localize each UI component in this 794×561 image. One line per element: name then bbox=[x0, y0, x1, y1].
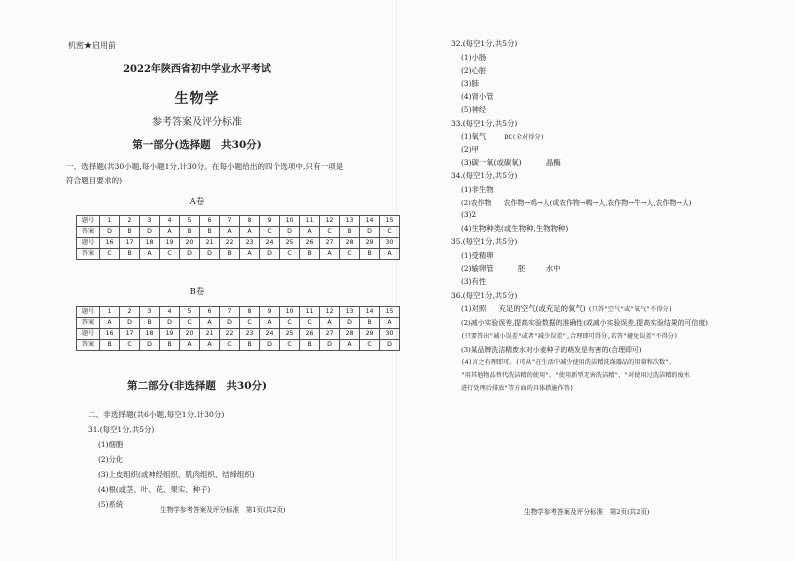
table-cell: 21 bbox=[200, 238, 220, 249]
table-cell: 25 bbox=[280, 238, 300, 249]
table-cell: 23 bbox=[240, 238, 260, 249]
confidential-mark: 机密★启用前 bbox=[68, 41, 116, 50]
table-cell: A bbox=[260, 318, 280, 329]
table-cell: 16 bbox=[100, 238, 120, 249]
table-cell: 6 bbox=[200, 216, 220, 227]
table-cell: 27 bbox=[320, 329, 340, 340]
table-cell: 12 bbox=[320, 307, 340, 318]
row-label: 题号 bbox=[77, 216, 100, 227]
table-cell: D bbox=[320, 340, 340, 351]
table-cell: 20 bbox=[180, 238, 200, 249]
table-cell: 17 bbox=[120, 238, 140, 249]
table-cell: 21 bbox=[200, 329, 220, 340]
table-cell: B bbox=[120, 227, 140, 238]
table-cell: 5 bbox=[180, 216, 200, 227]
list-item: (3)上皮组织(或神经组织、肌肉组织、结缔组织) bbox=[98, 470, 255, 479]
table-row bbox=[77, 249, 400, 260]
table-cell: B bbox=[240, 340, 260, 351]
table-cell: A bbox=[160, 227, 180, 238]
table-cell: 10 bbox=[280, 307, 300, 318]
table-cell: 22 bbox=[220, 329, 240, 340]
table-row bbox=[77, 318, 400, 329]
table-cell: C bbox=[280, 318, 300, 329]
table-cell: 4 bbox=[160, 307, 180, 318]
instruction bbox=[66, 160, 386, 188]
q35-item1: (1)受精卵 bbox=[461, 251, 494, 260]
table-cell: D bbox=[380, 340, 400, 351]
table-cell: 28 bbox=[340, 238, 360, 249]
q36-item2-note: (只要答出"减小误差"或者"减少误差",合理即可得分,若答"避免误差"不得分) bbox=[461, 333, 678, 340]
part1-title: 第一部分(选择题 共30分) bbox=[132, 139, 262, 151]
table-cell: 20 bbox=[180, 329, 200, 340]
volume-a-label: A卷 bbox=[189, 197, 205, 207]
q36-item1-note: (只答"空气"或"氧气"不得分) bbox=[588, 306, 673, 313]
table-cell: C bbox=[260, 227, 280, 238]
q35-header: 35.(每空1分,共5分) bbox=[451, 237, 518, 246]
table-cell: D bbox=[200, 249, 220, 260]
table-row bbox=[77, 329, 400, 340]
list-item: (1)细胞 bbox=[98, 440, 124, 449]
q34-item2-chain: 农作物→鸡→人(或农作物→鸭→人,农作物→牛→人,农作物→人) bbox=[503, 199, 692, 207]
q34-item1: (1)非生物 bbox=[461, 185, 494, 194]
table-cell: A bbox=[380, 249, 400, 260]
list-item: (3)肺 bbox=[461, 79, 479, 88]
table-cell: 13 bbox=[340, 307, 360, 318]
table-cell: 12 bbox=[320, 216, 340, 227]
table-cell: B bbox=[300, 340, 320, 351]
table-cell: C bbox=[280, 340, 300, 351]
table-row bbox=[77, 238, 400, 249]
q36-header: 36.(每空1分,共5分) bbox=[451, 291, 518, 300]
table-row bbox=[77, 340, 400, 351]
table-cell: 25 bbox=[280, 329, 300, 340]
table-cell: A bbox=[320, 318, 340, 329]
table-cell: 26 bbox=[300, 238, 320, 249]
standard-title: 参考答案及评分标准 bbox=[152, 117, 242, 128]
table-cell: D bbox=[220, 318, 240, 329]
table-cell: D bbox=[260, 249, 280, 260]
answer-table-a bbox=[76, 215, 400, 260]
row-label: 题号 bbox=[77, 238, 100, 249]
row-label: 答案 bbox=[77, 340, 100, 351]
table-cell: A bbox=[340, 340, 360, 351]
table-row bbox=[77, 227, 400, 238]
table-cell: A bbox=[380, 318, 400, 329]
q35-item2-answer: (2)输卵管 bbox=[461, 264, 494, 273]
volume-b-label: B卷 bbox=[189, 287, 205, 297]
q31-answers bbox=[98, 437, 255, 512]
table-cell: 3 bbox=[140, 307, 160, 318]
row-label: 题号 bbox=[77, 307, 100, 318]
table-cell: 17 bbox=[120, 329, 140, 340]
row-label: 答案 bbox=[77, 227, 100, 238]
q36-item3: (3)某品牌洗洁精废水对小麦种子的萌发是有害的(合理即可) bbox=[461, 346, 642, 354]
table-cell: 9 bbox=[260, 216, 280, 227]
table-cell: A bbox=[100, 318, 120, 329]
answer-table-b bbox=[76, 306, 400, 351]
table-cell: C bbox=[380, 227, 400, 238]
table-cell: A bbox=[200, 340, 220, 351]
q34-item2-answer: (2)农作物 bbox=[461, 199, 492, 207]
table-cell: 19 bbox=[160, 329, 180, 340]
table-cell: C bbox=[300, 318, 320, 329]
page-fold bbox=[396, 0, 397, 561]
table-cell: D bbox=[340, 318, 360, 329]
q36-item4-line3: 进行处理后排放"等方面的具体措施作答) bbox=[461, 385, 574, 392]
q36-item1 bbox=[461, 303, 672, 314]
table-cell: D bbox=[140, 227, 160, 238]
table-cell: 29 bbox=[360, 329, 380, 340]
table-cell: D bbox=[180, 249, 200, 260]
exam-title: 2022年陕西省初中学业水平考试 bbox=[123, 64, 271, 75]
table-cell: 29 bbox=[360, 238, 380, 249]
table-cell: B bbox=[160, 340, 180, 351]
table-cell: B bbox=[360, 249, 380, 260]
table-cell: C bbox=[320, 227, 340, 238]
row-label: 答案 bbox=[77, 249, 100, 260]
table-cell: 6 bbox=[200, 307, 220, 318]
q34-header: 34.(每空1分,共5分) bbox=[451, 171, 518, 180]
q36-item2: (2)减小实验误差,提高实验数据的准确性(或减小实验误差,提高实验结果的可信度) bbox=[461, 319, 708, 327]
q36-item4-text: (4)言之有理即可。(可从"在生活中减少使用洗洁精洗涤器品的用量和次数"、 bbox=[461, 359, 676, 366]
table-cell: 24 bbox=[260, 329, 280, 340]
list-item: (5)神经 bbox=[461, 105, 487, 114]
table-cell: 14 bbox=[360, 307, 380, 318]
q35-item2 bbox=[461, 263, 561, 274]
part2-title: 第二部分(非选择题 共30分) bbox=[126, 380, 268, 392]
table-cell: D bbox=[100, 227, 120, 238]
table-cell: C bbox=[340, 249, 360, 260]
table-cell: D bbox=[280, 227, 300, 238]
table-cell: 1 bbox=[100, 216, 120, 227]
table-cell: C bbox=[120, 340, 140, 351]
table-cell: 30 bbox=[380, 238, 400, 249]
table-cell: B bbox=[300, 249, 320, 260]
table-cell: B bbox=[360, 318, 380, 329]
table-cell: 22 bbox=[220, 238, 240, 249]
table-cell: C bbox=[180, 318, 200, 329]
q33-item3 bbox=[461, 157, 561, 168]
table-cell: C bbox=[160, 249, 180, 260]
table-cell: 27 bbox=[320, 238, 340, 249]
table-cell: A bbox=[240, 249, 260, 260]
list-item: (2)心脏 bbox=[461, 66, 487, 75]
row-label: 题号 bbox=[77, 329, 100, 340]
table-cell: D bbox=[360, 227, 380, 238]
q35-item2-water: 水中 bbox=[545, 264, 561, 273]
table-cell: C bbox=[240, 318, 260, 329]
q32-header: 32.(每空1分,共5分) bbox=[451, 39, 518, 48]
q33-item1-note: DC(全对得分) bbox=[504, 134, 545, 141]
table-cell: 13 bbox=[340, 216, 360, 227]
table-cell: 11 bbox=[300, 307, 320, 318]
q33-item1 bbox=[461, 131, 544, 142]
table-cell: 1 bbox=[100, 307, 120, 318]
table-cell: 15 bbox=[380, 307, 400, 318]
table-cell: 28 bbox=[340, 329, 360, 340]
list-item: (4)肾小管 bbox=[461, 92, 494, 101]
q34-item4: (4)生物种类(或生物种,生物物种) bbox=[461, 224, 569, 233]
table-cell: 30 bbox=[380, 329, 400, 340]
q35-item2-embryo: 胚 bbox=[518, 264, 526, 273]
table-cell: 19 bbox=[160, 238, 180, 249]
table-cell: A bbox=[320, 249, 340, 260]
table-cell: 18 bbox=[140, 329, 160, 340]
list-item: (5)系统 bbox=[98, 500, 124, 509]
table-cell: D bbox=[120, 318, 140, 329]
table-cell: C bbox=[220, 340, 240, 351]
q33-item2: (2)甲 bbox=[461, 145, 479, 154]
list-item: (1)小肠 bbox=[461, 53, 487, 62]
table-cell: C bbox=[100, 249, 120, 260]
q32-answers bbox=[461, 51, 494, 116]
table-cell: D bbox=[260, 340, 280, 351]
table-cell: A bbox=[180, 340, 200, 351]
table-cell: B bbox=[340, 227, 360, 238]
table-cell: B bbox=[200, 227, 220, 238]
list-item: (4)根(或茎、叶、花、果实、种子) bbox=[98, 485, 211, 494]
table-cell: B bbox=[140, 318, 160, 329]
table-cell: 15 bbox=[380, 216, 400, 227]
table-row bbox=[77, 216, 400, 227]
right-footer: 生物学参考答案及评分标准 第2页(共2页) bbox=[524, 508, 650, 516]
table-cell: 14 bbox=[360, 216, 380, 227]
instruction-line2: 符合题目要求的) bbox=[66, 176, 123, 185]
table-cell: 9 bbox=[260, 307, 280, 318]
table-cell: B bbox=[100, 340, 120, 351]
table-cell: A bbox=[220, 227, 240, 238]
table-cell: C bbox=[280, 249, 300, 260]
q34-item3: (3)2 bbox=[461, 210, 477, 219]
section2-heading: 二、非选择题(共6小题,每空1分,计30分) bbox=[88, 410, 225, 419]
subject-title: 生物学 bbox=[174, 91, 220, 107]
table-cell: 7 bbox=[220, 307, 240, 318]
table-cell: B bbox=[220, 249, 240, 260]
table-cell: D bbox=[160, 318, 180, 329]
q31-header: 31.(每空1分,共5分) bbox=[88, 425, 155, 434]
row-label: 答案 bbox=[77, 318, 100, 329]
table-cell: A bbox=[300, 227, 320, 238]
table-cell: 8 bbox=[240, 307, 260, 318]
table-cell: 16 bbox=[100, 329, 120, 340]
table-cell: 4 bbox=[160, 216, 180, 227]
q33-header: 33.(每空1分,共5分) bbox=[451, 119, 518, 128]
q36-item4-line1 bbox=[461, 357, 675, 366]
q36-item4-line2: "用其他物品替代洗洁精的使用"、"使用新型无害洗洁精"、"对使用过洗洁精的废水 bbox=[461, 372, 690, 379]
list-item: (2)分化 bbox=[98, 455, 124, 464]
table-cell: 11 bbox=[300, 216, 320, 227]
q35-item3: (3)有性 bbox=[461, 277, 487, 286]
table-cell: 24 bbox=[260, 238, 280, 249]
table-cell: 7 bbox=[220, 216, 240, 227]
table-cell: 8 bbox=[240, 216, 260, 227]
q36-item1-answer: (1)对照 bbox=[461, 304, 487, 313]
table-cell: 18 bbox=[140, 238, 160, 249]
table-cell: B bbox=[120, 249, 140, 260]
q34-item2 bbox=[461, 197, 692, 207]
table-cell: D bbox=[140, 340, 160, 351]
table-cell: 2 bbox=[120, 216, 140, 227]
table-cell: 2 bbox=[120, 307, 140, 318]
table-cell: 5 bbox=[180, 307, 200, 318]
table-cell: 26 bbox=[300, 329, 320, 340]
table-cell: B bbox=[180, 227, 200, 238]
q33-item3-tail: 晶酶 bbox=[545, 158, 561, 167]
q36-item1-answer2: 充足的空气(或充足的氧气) bbox=[498, 304, 586, 313]
table-cell: A bbox=[240, 227, 260, 238]
table-cell: 10 bbox=[280, 216, 300, 227]
instruction-line1: 一、选择题(共30小题,每小题1分,计30分。在每小题给出的四个选项中,只有一项是 bbox=[66, 162, 344, 171]
table-cell: 23 bbox=[240, 329, 260, 340]
table-cell: A bbox=[200, 318, 220, 329]
table-row bbox=[77, 307, 400, 318]
q33-item3-answer: (3)碳一氧(或碳氧) bbox=[461, 158, 522, 167]
left-footer: 生物学参考答案及评分标准 第1页(共2页) bbox=[160, 506, 286, 514]
table-cell: C bbox=[360, 340, 380, 351]
table-cell: 3 bbox=[140, 216, 160, 227]
q33-item1-answer: (1)氧气 bbox=[461, 132, 487, 141]
table-cell: A bbox=[140, 249, 160, 260]
